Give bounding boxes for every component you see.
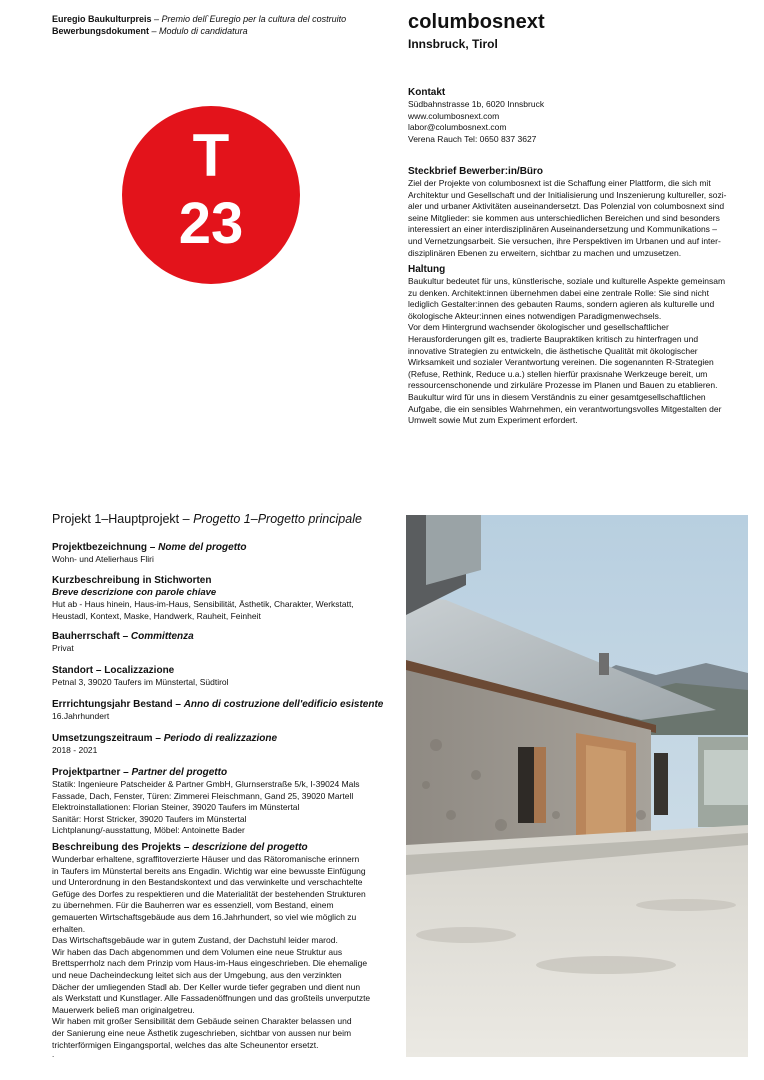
description-line: Wir haben mit großer Sensibilität dem Gebäude seinen Charakter belassen und (52, 1016, 352, 1027)
category-badge (122, 106, 300, 284)
contact-line: Südbahnstrasse 1b, 6020 Innsbruck (408, 99, 545, 109)
profile-line: seine Mitglieder: sie kommen aus unterschiedlichen Bereichen und sind besonders (408, 212, 720, 223)
location-section (52, 665, 397, 689)
description-line: Brettsperrholz nach dem Prinzip vom Haus-im-Haus eingeschrieben. Die ehemalige (52, 958, 368, 969)
profile-line: und Vernetzungsarbeit. Sie versuchen, ihre Perspektiven im Urbanen und auf inter- (408, 235, 721, 246)
description-line: Wir haben das Dach abgenommen und dem Volumen eine neue Struktur aus (52, 946, 343, 957)
header-line-2 (52, 25, 346, 37)
project-title (52, 512, 362, 526)
project-title-it: Progetto 1–Progetto principale (193, 512, 362, 526)
period-value: 2018 - 2021 (52, 745, 98, 755)
attitude-line: Herausforderungen gilt es, tradierte Baupraktiken kritisch zu hinterfragen und (408, 333, 699, 344)
contact-email[interactable]: labor@columbosnext.com (408, 122, 507, 133)
profile-section (408, 166, 748, 259)
partners-label: Projektpartner – Partner del progetto (52, 767, 228, 778)
description-line: und neue Dacheindeckung leitet sich aus der Umgebung, aus den verzinkten (52, 969, 342, 980)
attitude-line: zu denken. Architekt:innen übernehmen dabei eine zentrale Rolle: Sie sind nicht (408, 287, 709, 298)
attitude-heading: Haltung (408, 264, 446, 275)
project-name-section (52, 542, 397, 566)
keywords-line: Heustadl, Kontext, Maske, Handwerk, Rauheit, Feinheit (52, 610, 261, 621)
attitude-line: ökologische Akteur:innen eines notwendigen Paradigmenwechsels. (408, 310, 662, 321)
attitude-line: Aufgabe, die ein sensibles Wahrnehmen, ein verantwortungsvolles Mitgestalten der (408, 403, 722, 414)
header-prize-it: – Premio dell`Euregio per la cultura del costruito (151, 14, 347, 24)
document-header (52, 13, 346, 37)
location-label: Standort – Localizzazione (52, 665, 175, 676)
contact-section (408, 87, 748, 145)
attitude-line: Umwelt sowie Mut zum Experiment erfordert. (408, 415, 578, 426)
client-section (52, 631, 397, 655)
keywords-section (52, 575, 397, 622)
period-label: Umsetzungszeitraum – Periodo di realizzazione (52, 733, 278, 744)
attitude-line: Wirksamkeit und sozialer Verantwortung vereinen. Die sogenannten R-Strategien (408, 357, 714, 368)
partner-line: Lichtplanung/-ausstattung, Möbel: Antoinette Bader (52, 825, 245, 836)
applicant-location: Innsbruck, Tirol (408, 37, 498, 51)
header-prize-de: Euregio Baukulturpreis (52, 14, 152, 24)
applicant-name: columbosnext (408, 11, 545, 33)
description-line: gemauerten Wirtschaftsgebäude aus dem 16.Jahrhundert, so viel wie möglich zu (52, 911, 357, 922)
footer-mark: . (52, 1050, 55, 1059)
description-line: trichterförmigen Eingangsportal, welches das alte Scheunentor ersetzt. (52, 1039, 319, 1050)
year-built-label: Errrichtungsjahr Bestand – Anno di costruzione dell'edificio esistente (52, 699, 384, 710)
client-label: Bauherrschaft – Committenza (52, 631, 194, 642)
profile-line: Ziel der Projekte von columbosnext ist die Schaffung einer Plattform, die sich mit (408, 178, 711, 188)
attitude-line: innovative Strategien zu entwickeln, die ästhetische Qualität mit ökologischer (408, 345, 698, 356)
header-doc-de: Bewerbungsdokument (52, 26, 150, 36)
description-line: und Unterordnung in den Bestandskontext und das verwinkelte und verschachtelte (52, 877, 363, 888)
description-line: zu übernehmen. Für die Bauherren war es essenziell, vom Bestand, einem (52, 900, 334, 911)
keywords-label-it: Breve descrizione con parole chiave (52, 587, 217, 598)
project-name-value: Wohn- und Atelierhaus Fliri (52, 554, 154, 564)
attitude-line: ressourcenschonende und zirkuläre Prozesse im Planen und Bauen zu etablieren. (408, 380, 718, 391)
badge-letter: T (192, 122, 230, 189)
description-line: Dächer der umliegenden Stadl ab. Der Keller wurde tiefer gegraben und dient nun (52, 981, 361, 992)
contact-website[interactable]: www.columbosnext.com (408, 110, 500, 121)
location-value: Petnal 3, 39020 Taufers im Münstertal, Südtirol (52, 677, 229, 687)
contact-heading: Kontakt (408, 87, 446, 98)
partner-line: Statik: Ingenieure Patscheider & Partner GmbH, Glurnserstraße 5/k, I-39024 Mals (52, 779, 360, 789)
keywords-line: Hut ab - Haus hinein, Haus-im-Haus, Sensibilität, Ästhetik, Charakter, Werkstatt, (52, 599, 354, 609)
attitude-section (408, 264, 748, 427)
year-built-value: 16.Jahrhundert (52, 711, 110, 721)
attitude-line: Baukultur wird für uns in diesem Verständnis zu einer gesamtgesellschaftlichen (408, 391, 706, 402)
description-line: Gefüge des Dorfes zu respektieren und die Materialität der bestehenden Strukturen (52, 888, 366, 899)
partner-line: Elektroinstallationen: Florian Steiner, 39020 Taufers im Münstertal (52, 802, 300, 813)
header-doc-it: – Modulo di candidatura (149, 26, 248, 36)
profile-line: interessiert an einer interdisziplinären Auseinandersetzung und Kommunikations – (408, 224, 718, 235)
header-line-1 (52, 13, 346, 25)
client-value: Privat (52, 643, 74, 653)
description-line: Das Wirtschaftsgebäude war in gutem Zustand, der Dachstuhl leider marod. (52, 935, 338, 946)
description-line: der Sanierung eine neue Ästhetik zugeschrieben, sichtbar von aussen nur beim (52, 1027, 352, 1038)
contact-phone: Verena Rauch Tel: 0650 837 3627 (408, 133, 537, 144)
attitude-line: lediglich Gestalter:innen des gebauten Raums, sondern agieren als kulturelle und (408, 299, 715, 310)
project-photo (406, 515, 748, 1057)
profile-line: aler und urbaner Aktivitäten auseinandersetzt. Das Polenzial von columbosnext sind (408, 201, 725, 212)
badge-number: 23 (178, 191, 244, 256)
description-line: als Werkstatt und Kunstlager. Alle Fassadenöffnungen und das großteils unverputzte (52, 993, 371, 1004)
attitude-line: (Refuse, Rethink, Reduce u.a.) stellen hierfür praxisnahe Werkzeuge bereit, um (408, 368, 708, 379)
description-line: Mauerwerk beließ man originalgetreu. (52, 1004, 195, 1015)
partners-section (52, 767, 397, 837)
partner-line: Sanitär: Horst Stricker, 39020 Taufers im Münstertal (52, 813, 247, 824)
attitude-line: Baukultur bedeutet für uns, künstlerische, soziale und kulturelle Aspekte gemeinsam (408, 276, 726, 286)
description-line: in Taufers im Münstertal bereits ans Engadin. Wichtig war eine bewusste Einfügung (52, 865, 366, 876)
project-title-de: Projekt 1–Hauptprojekt – (52, 512, 194, 526)
year-built-section (52, 699, 397, 723)
description-line: Wunderbar erhaltene, sgraffitoverzierte Häuser und das Rätoromanische erinnern (52, 854, 360, 864)
description-label: Beschreibung des Projekts – descrizione del progetto (52, 842, 308, 853)
keywords-label-de: Kurzbeschreibung in Stichworten (52, 575, 212, 586)
description-line: erhalten. (52, 923, 86, 934)
description-section (52, 842, 397, 1051)
profile-heading: Steckbrief Bewerber:in/Büro (408, 166, 544, 177)
attitude-line: Vor dem Hintergrund wachsender ökologischer und gesellschaftlicher (408, 322, 669, 333)
project-name-label: Projektbezeichnung – Nome del progetto (52, 542, 247, 553)
period-section (52, 733, 397, 757)
profile-line: disziplinären Ebenen zu erweitern, sichtbar zu machen und umzusetzen. (408, 247, 682, 258)
partner-line: Fassade, Dach, Fenster, Türen: Zimmerei Fleischmann, Gand 25, 39020 Martell (52, 790, 354, 801)
profile-line: Architektur und Gesellschaft und der Initialisierung und Inszenierung kultureller, sozi- (408, 189, 727, 200)
